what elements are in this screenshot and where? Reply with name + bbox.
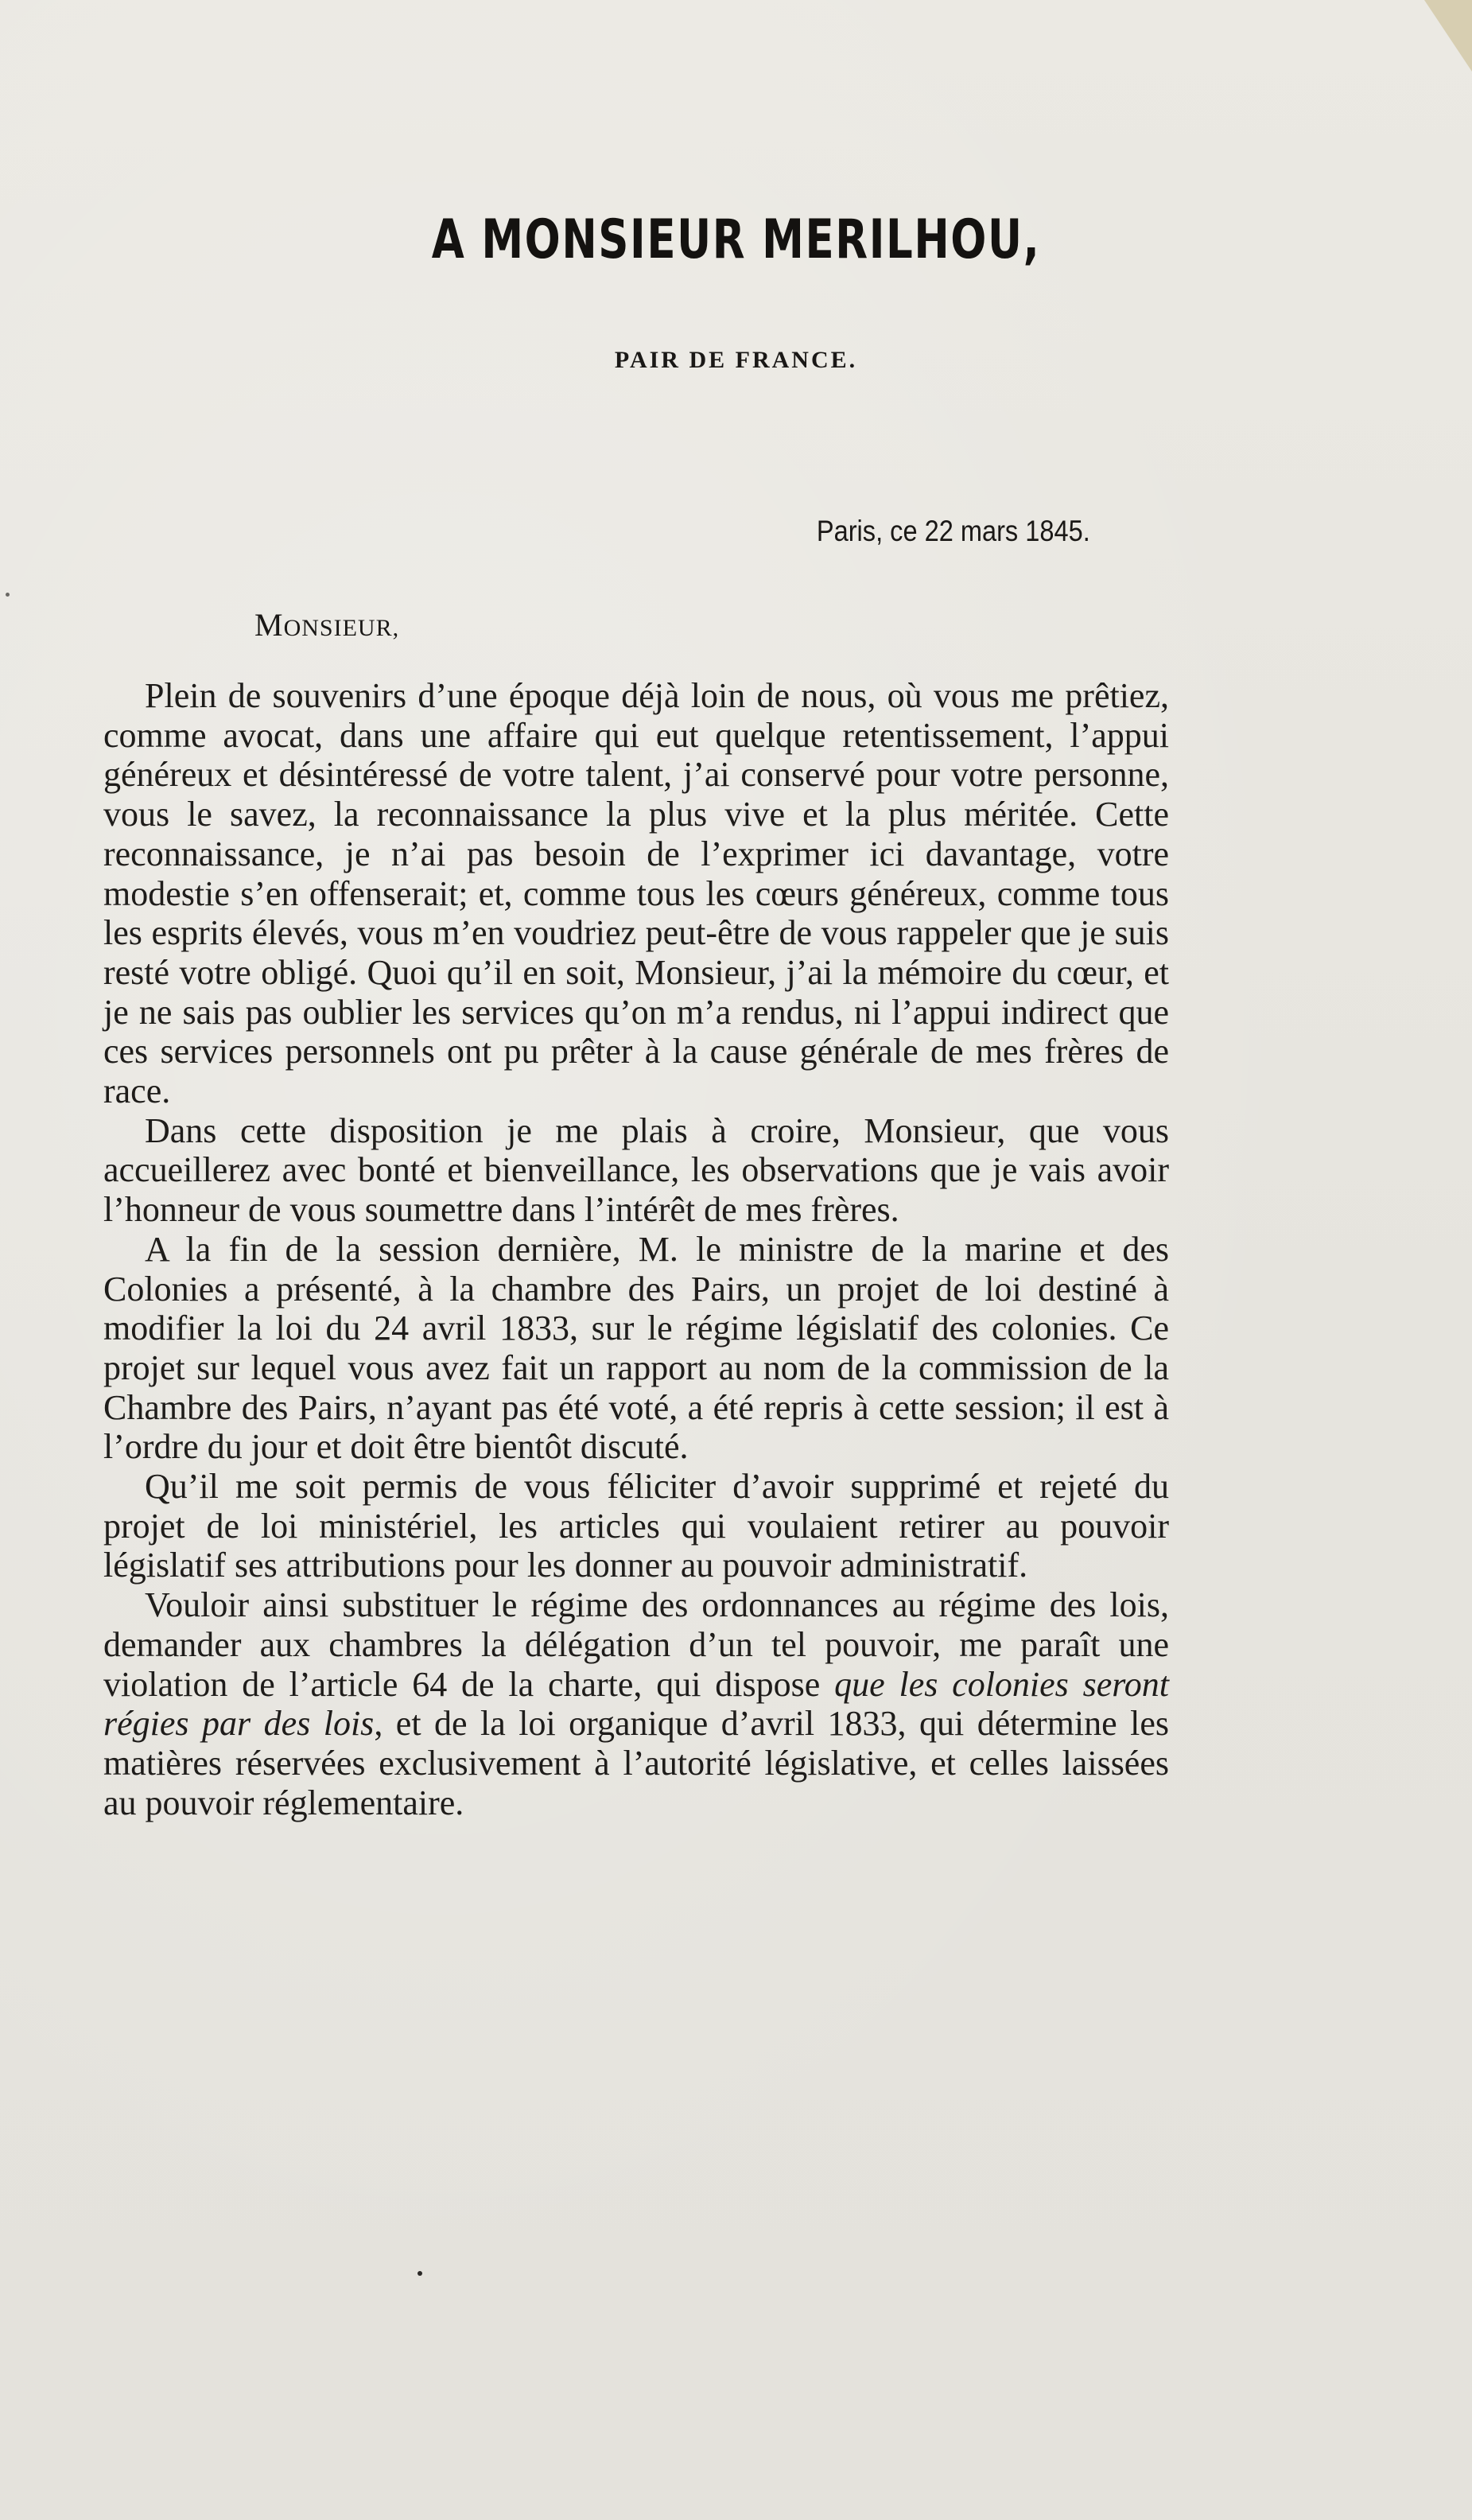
paragraph-1: Plein de souvenirs d’une époque déjà loin de nous, où vous me prêtiez, comme avocat, dans une affaire qui eut quelque retentissement, l’appui généreux et désintéressé de votre talent, j’ai conservé pour votre personne, vous le savez, la reconnaissance la plus vive et la plus méritée. Cette reconnaissance, je n’ai pas besoin de l’exprimer ici davantage, votre modestie s’en offenserait; et, comme tous les cœurs généreux, comme tous les esprits élevés, vous m’en voudriez peut-être de vous rappeler que je suis resté votre obligé. Quoi qu’il en soit, Monsieur, j’ai la mémoire du cœur, et je ne sais pas oublier les services qu’on m’a rendus, ni l’appui indirect que ces services personnels ont pu prêter à la cause générale de mes frères de race. — [103, 676, 1169, 1111]
margin-speck — [6, 593, 10, 597]
paragraph-4: Qu’il me soit permis de vous féliciter d’avoir supprimé et rejeté du projet de loi ministériel, les articles qui voulaient retirer au pouvoir législatif ses attributions pour les donner au pouvoir administratif. — [103, 1467, 1169, 1585]
dateline: Paris, ce 22 mars 1845. — [817, 515, 1090, 547]
paragraph-5-tail: , et de la loi organique d’avril 1833, qui détermine les matières réservées exclusivement à l’autorité législative, et celles laissées au pouvoir réglementaire. — [103, 1704, 1169, 1822]
document-title: A MONSIEUR MERILHOU, — [431, 208, 1041, 271]
salutation-rest: ONSIEUR, — [283, 615, 400, 641]
paragraph-2: Dans cette disposition je me plais à croire, Monsieur, que vous accueillerez avec bonté et bienveillance, les observations que je vais avoir l’honneur de vous soumettre dans l’intérêt de mes frères. — [103, 1110, 1169, 1230]
page-corner-fold — [1424, 0, 1472, 72]
page-speck — [418, 2271, 422, 2276]
paragraph-5-lead: Vouloir ainsi substituer le régime des ordonnances au régime des lois, demander aux chambres la délégation d’un tel pouvoir, me paraît une violation de l’article 64 de la charte, qui dispose — [103, 1585, 1169, 1704]
salutation — [254, 606, 399, 644]
letter-body — [103, 676, 1169, 1822]
salutation-initial: M — [254, 607, 284, 643]
paragraph-3: A la fin de la session dernière, M. le ministre de la marine et des Colonies a présenté, à la chambre des Pairs, un projet de loi destiné à modifier la loi du 24 avril 1833, sur le régime législatif des colonies. Ce projet sur lequel vous avez fait un rapport au nom de la commission de la Chambre des Pairs, n’ayant pas été voté, a été repris à cette session; il est à l’ordre du jour et doit être bientôt discuté. — [103, 1229, 1169, 1467]
paragraph-5 — [103, 1585, 1169, 1822]
document-subtitle: PAIR DE FRANCE. — [614, 347, 858, 373]
paragraph-5-quote: que les colonies seront régies par des lois — [103, 1664, 1169, 1744]
